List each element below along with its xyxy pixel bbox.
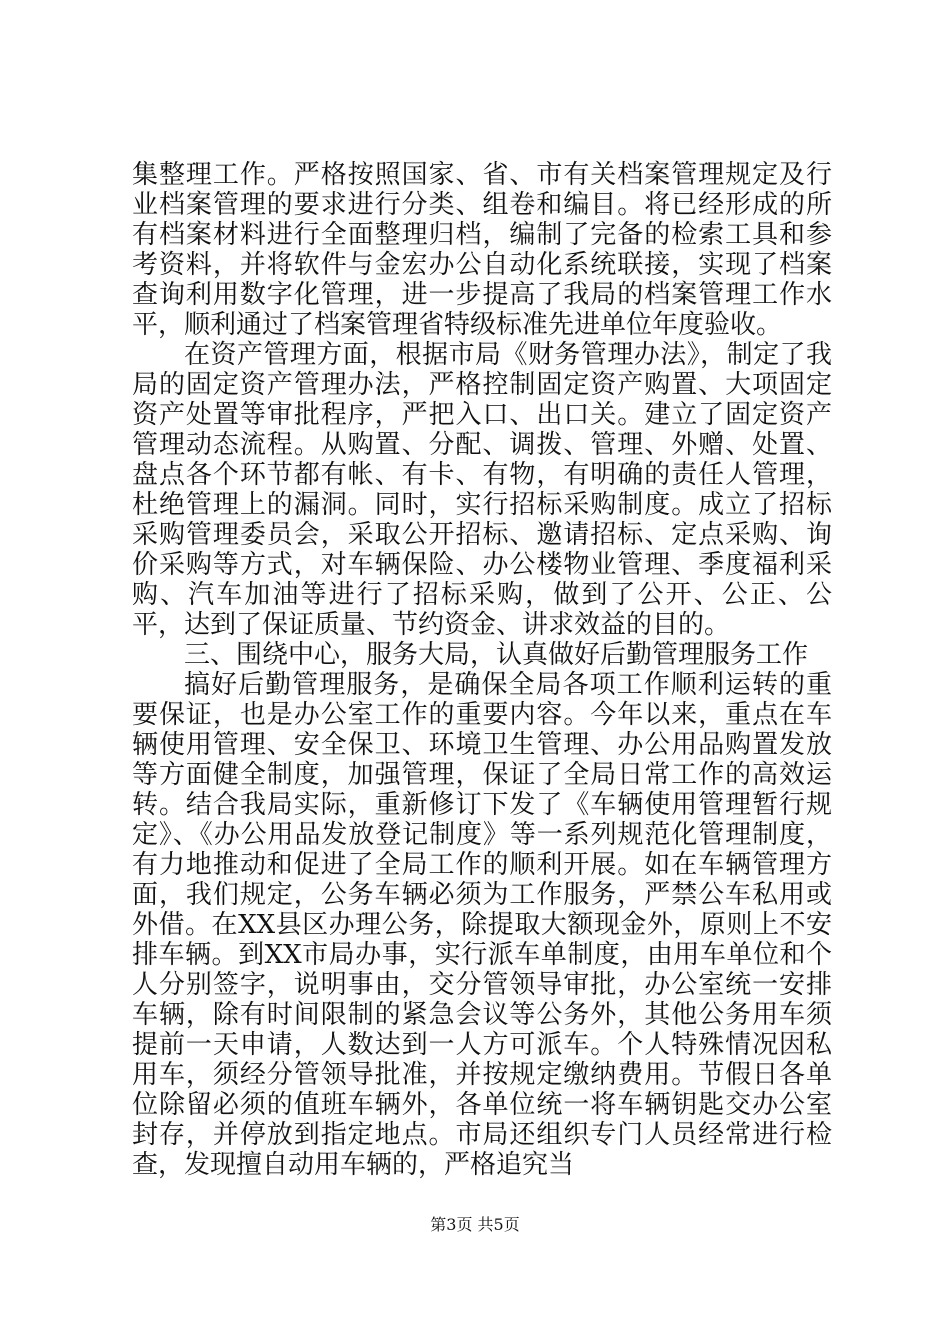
- section-heading-logistics: 三、围绕中心，服务大局，认真做好后勤管理服务工作: [184, 640, 809, 670]
- page-footer: 第3页 共5页: [430, 1215, 520, 1234]
- document-body: [132, 160, 832, 1180]
- paragraph-asset-management: 在资产管理方面，根据市局《财务管理办法》，制定了我局的固定资产管理办法，严格控制固定资产购置、大项固定资产处置等审批程序，严把入口、出口关。建立了固定资产管理动态流程。从购置、分配、调拨、管理、外赠、处置、盘点各个环节都有帐、有卡、有物，有明确的责任人管理，杜绝管理上的漏洞。同时，实行招标采购制度。成立了招标采购管理委员会，采取公开招标、邀请招标、定点采购、询价采购等方式，对车辆保险、办公楼物业管理、季度福利采购、汽车加油等进行了招标采购，做到了公开、公正、公平，达到了保证质量、节约资金、讲求效益的目的。: [132, 340, 832, 640]
- paragraph-archive-management: 集整理工作。严格按照国家、省、市有关档案管理规定及行业档案管理的要求进行分类、组卷和编目。将已经形成的所有档案材料进行全面整理归档，编制了完备的检索工具和参考资料，并将软件与金宏办公自动化系统联接，实现了档案查询利用数字化管理，进一步提高了我局的档案管理工作水平，顺利通过了档案管理省特级标准先进单位年度验收。: [132, 160, 832, 340]
- paragraph-logistics-service: 搞好后勤管理服务，是确保全局各项工作顺利运转的重要保证，也是办公室工作的重要内容。今年以来，重点在车辆使用管理、安全保卫、环境卫生管理、办公用品购置发放等方面健全制度，加强管理，保证了全局日常工作的高效运转。结合我局实际，重新修订下发了《车辆使用管理暂行规定》、《办公用品发放登记制度》等一系列规范化管理制度，有力地推动和促进了全局工作的顺利开展。如在车辆管理方面，我们规定，公务车辆必须为工作服务，严禁公车私用或外借。在XX县区办理公务，除提取大额现金外，原则上不安排车辆。到XX市局办事，实行派车单制度，由用车单位和个人分别签字，说明事由，交分管领导审批，办公室统一安排车辆，除有时间限制的紧急会议等公务外，其他公务用车须提前一天申请，人数达到一人方可派车。个人特殊情况因私用车，须经分管领导批准，并按规定缴纳费用。节假日各单位除留必须的值班车辆外，各单位统一将车辆钥匙交办公室封存，并停放到指定地点。市局还组织专门人员经常进行检查，发现擅自动用车辆的，严格追究当: [132, 670, 832, 1180]
